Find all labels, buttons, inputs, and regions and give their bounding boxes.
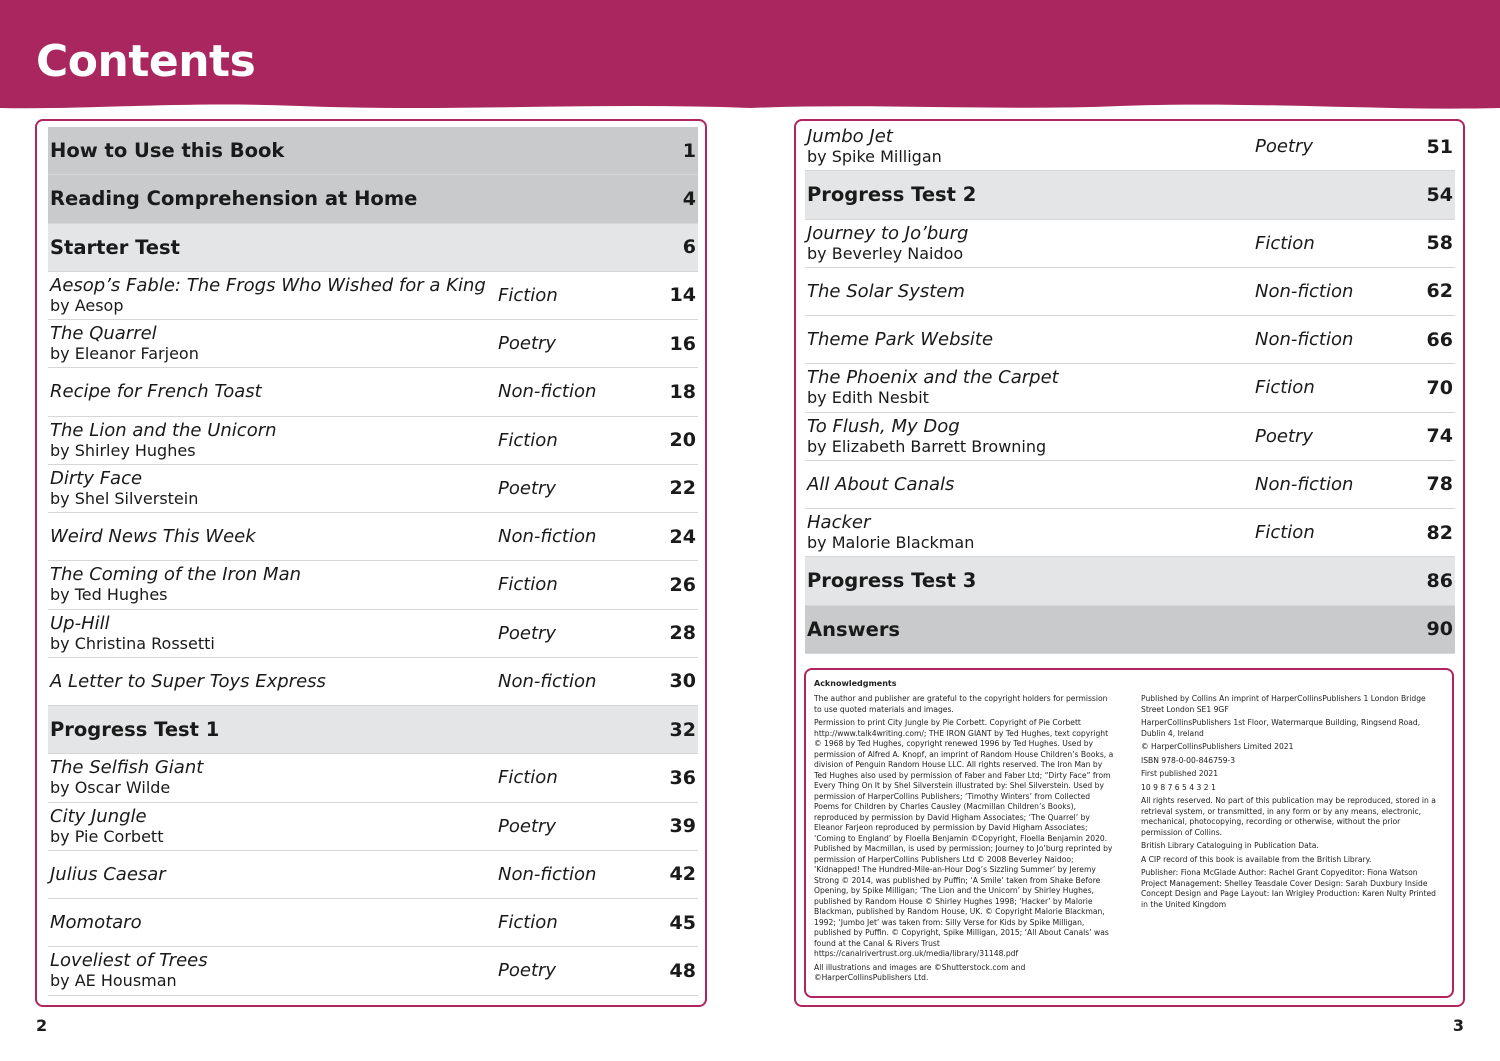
- page-number: 1: [682, 139, 696, 162]
- entry-title-block: [50, 513, 490, 560]
- contents-entry-row: [805, 413, 1455, 461]
- acknowledgments-column-1: [814, 694, 1114, 987]
- contents-entry-row: [48, 465, 698, 513]
- entry-title-block: [50, 851, 490, 898]
- contents-entry-row: [48, 899, 698, 947]
- entry-genre: Non-fiction: [498, 381, 597, 403]
- section-title: Reading Comprehension at Home: [50, 187, 418, 211]
- entry-genre: Non-fiction: [1255, 473, 1354, 495]
- page-number: 90: [1426, 618, 1453, 641]
- page-number: 45: [669, 911, 696, 934]
- section-title: How to Use this Book: [50, 139, 285, 163]
- entry-author: by Eleanor Farjeon: [50, 344, 199, 364]
- page-number: 78: [1426, 473, 1453, 496]
- page-number: 32: [669, 718, 696, 741]
- entry-title-block: [807, 316, 1247, 363]
- entry-author: by Shel Silverstein: [50, 488, 199, 508]
- entry-title-block: [807, 461, 1247, 508]
- acknowledgment-paragraph: HarperCollinsPublishers 1st Floor, Watermarque Building, Ringsend Road, Dublin 4, Ireland: [1141, 718, 1421, 738]
- page-title: Contents: [36, 36, 256, 87]
- entry-genre: Fiction: [1255, 522, 1315, 544]
- contents-entry-row: [48, 947, 698, 995]
- entry-title: A Letter to Super Toys Express: [50, 670, 326, 692]
- entry-title: Weird News This Week: [50, 526, 256, 548]
- entry-author: by Malorie Blackman: [807, 533, 975, 553]
- page-number: 16: [669, 332, 696, 355]
- entry-title: The Quarrel: [50, 323, 157, 345]
- acknowledgment-paragraph: Published by Collins An imprint of HarperCollinsPublishers 1 London Bridge Street London SE1 9GF: [1141, 694, 1426, 714]
- entry-genre: Poetry: [498, 333, 557, 355]
- page-number: 82: [1426, 521, 1453, 544]
- entry-author: by Christina Rossetti: [50, 633, 215, 653]
- entry-title-block: [50, 899, 490, 946]
- entry-title-block: [807, 364, 1247, 411]
- page-number: 30: [669, 670, 696, 693]
- entry-author: by Ted Hughes: [50, 585, 168, 605]
- entry-genre: Fiction: [498, 767, 558, 789]
- entry-title-block: [50, 947, 490, 994]
- entry-title: Up-Hill: [50, 612, 110, 634]
- contents-entry-row: [805, 268, 1455, 316]
- page-number: 54: [1426, 183, 1453, 206]
- contents-entry-row: [48, 754, 698, 802]
- acknowledgment-paragraph: © HarperCollinsPublishers Limited 2021: [1141, 742, 1294, 751]
- acknowledgments-column-2: [1141, 694, 1441, 913]
- page-number: 28: [669, 622, 696, 645]
- entry-author: by Edith Nesbit: [807, 388, 929, 408]
- contents-panel-left: [35, 119, 707, 1007]
- page-number: 24: [669, 525, 696, 548]
- entry-genre: Poetry: [1255, 425, 1314, 447]
- entry-author: by Oscar Wilde: [50, 778, 171, 798]
- page-number: 42: [669, 863, 696, 886]
- contents-section-row: [805, 557, 1455, 605]
- entry-genre: Fiction: [498, 429, 558, 451]
- contents-entry-row: [805, 461, 1455, 509]
- acknowledgments-box: [804, 668, 1454, 998]
- page-number: 58: [1426, 232, 1453, 255]
- page-number: 39: [669, 815, 696, 838]
- acknowledgment-paragraph: All rights reserved. No part of this publication may be reproduced, stored in a retrieval system, or transmitted, in any form or by any means, electronic, mechanical, photocopying, recording or otherwise, without the prior permission of Collins.: [1141, 796, 1436, 837]
- entry-title-block: [807, 123, 1247, 170]
- acknowledgment-paragraph: The author and publisher are grateful to the copyright holders for permission to use quoted materials and images.: [814, 694, 1108, 714]
- acknowledgment-paragraph: British Library Cataloguing in Publication Data.: [1141, 841, 1319, 850]
- contents-entry-row: [48, 658, 698, 706]
- page-number: 26: [669, 573, 696, 596]
- page-number: 48: [669, 959, 696, 982]
- page-number: 22: [669, 477, 696, 500]
- entry-title: Loveliest of Trees: [50, 950, 208, 972]
- page-number: 20: [669, 429, 696, 452]
- entry-genre: Fiction: [1255, 232, 1315, 254]
- entry-genre: Non-fiction: [498, 526, 597, 548]
- entry-title-block: [50, 610, 490, 657]
- page-number: 51: [1426, 135, 1453, 158]
- entry-title: Aesop’s Fable: The Frogs Who Wished for a King: [50, 274, 486, 296]
- contents-entry-row: [48, 561, 698, 609]
- section-title: Starter Test: [50, 235, 180, 259]
- entry-title-block: [50, 658, 490, 705]
- entry-title-block: [50, 272, 490, 319]
- contents-entry-row: [805, 123, 1455, 171]
- page-number-right: 3: [1452, 1016, 1464, 1035]
- page-number: 70: [1426, 376, 1453, 399]
- page-number: 18: [669, 380, 696, 403]
- entry-genre: Poetry: [498, 622, 557, 644]
- entry-title: Recipe for French Toast: [50, 381, 262, 403]
- entry-title-block: [50, 561, 490, 608]
- contents-entry-row: [48, 513, 698, 561]
- page-number: 4: [682, 187, 696, 210]
- entry-title-block: [807, 220, 1247, 267]
- entry-author: by Spike Milligan: [807, 147, 942, 167]
- page-number: 62: [1426, 280, 1453, 303]
- acknowledgment-paragraph: A CIP record of this book is available from the British Library.: [1141, 854, 1372, 864]
- entry-genre: Non-fiction: [1255, 280, 1354, 302]
- page-number: 74: [1426, 425, 1453, 448]
- entry-genre: Poetry: [498, 960, 557, 982]
- entry-title-block: [50, 417, 490, 464]
- section-title: Progress Test 3: [807, 569, 977, 593]
- contents-section-row: [805, 606, 1455, 654]
- contents-entry-row: [48, 272, 698, 320]
- contents-section-row: [48, 224, 698, 272]
- entry-title: All About Canals: [807, 473, 955, 495]
- entry-title-block: [807, 413, 1247, 460]
- section-title: Progress Test 2: [807, 183, 977, 207]
- acknowledgment-paragraph: All illustrations and images are ©Shutterstock.com and ©HarperCollinsPublishers Ltd.: [814, 962, 1026, 982]
- entry-author: by Shirley Hughes: [50, 440, 196, 460]
- contents-entry-row: [805, 220, 1455, 268]
- page-number: 66: [1426, 328, 1453, 351]
- entry-title: Theme Park Website: [807, 329, 994, 351]
- acknowledgment-paragraph: First published 2021: [1141, 769, 1219, 778]
- contents-entry-row: [805, 509, 1455, 557]
- entry-author: by Pie Corbett: [50, 826, 164, 846]
- entry-title: Journey to Jo’burg: [807, 222, 969, 244]
- entry-title: Hacker: [807, 512, 871, 534]
- entry-genre: Fiction: [1255, 377, 1315, 399]
- page-number: 6: [682, 236, 696, 259]
- entry-title-block: [50, 320, 490, 367]
- entry-genre: Non-fiction: [1255, 329, 1354, 351]
- acknowledgment-paragraph: Publisher: Fiona McGlade Author: Rachel Grant Copyeditor: Fiona Watson Project Management: Shelley Teasdale Cover Design: Sarah Duxbury Inside Concept Design and Page Layout: Ian Wrigley Production: Karen Nulty Printed in the United Kingdom: [1141, 868, 1436, 909]
- contents-list-left: [48, 127, 698, 996]
- contents-section-row: [48, 127, 698, 175]
- page-number: 86: [1426, 569, 1453, 592]
- entry-title: Jumbo Jet: [807, 126, 893, 148]
- acknowledgment-paragraph: ISBN 978-0-00-846759-3: [1141, 755, 1236, 765]
- entry-title-block: [807, 268, 1247, 315]
- entry-title-block: [50, 465, 490, 512]
- acknowledgment-paragraph: 10 9 8 7 6 5 4 3 2 1: [1141, 782, 1216, 792]
- page-number: 36: [669, 766, 696, 789]
- entry-genre: Non-fiction: [498, 670, 597, 692]
- entry-title: The Coming of the Iron Man: [50, 564, 302, 586]
- section-title: Answers: [807, 617, 901, 641]
- section-title: Progress Test 1: [50, 718, 220, 742]
- page-number-left: 2: [36, 1016, 48, 1035]
- entry-author: by Elizabeth Barrett Browning: [807, 436, 1047, 456]
- entry-title: The Selfish Giant: [50, 757, 204, 779]
- contents-section-row: [48, 175, 698, 223]
- contents-entry-row: [805, 316, 1455, 364]
- page-number: 14: [669, 284, 696, 307]
- entry-title-block: [807, 509, 1247, 556]
- entry-genre: Fiction: [498, 912, 558, 934]
- entry-author: by AE Housman: [50, 971, 177, 991]
- contents-entry-row: [48, 368, 698, 416]
- contents-entry-row: [805, 364, 1455, 412]
- entry-title: The Phoenix and the Carpet: [807, 367, 1059, 389]
- entry-title: Dirty Face: [50, 467, 143, 489]
- entry-title-block: [50, 368, 490, 415]
- entry-title: To Flush, My Dog: [807, 415, 960, 437]
- entry-title: The Lion and the Unicorn: [50, 419, 277, 441]
- entry-title-block: [50, 754, 490, 801]
- entry-title: City Jungle: [50, 805, 147, 827]
- entry-genre: Poetry: [1255, 136, 1314, 158]
- entry-title: The Solar System: [807, 280, 965, 302]
- acknowledgment-paragraph: Permission to print City Jungle by Pie Corbett. Copyright of Pie Corbett http://www.talk4writing.com/; THE IRON GIANT by Ted Hughes, text copyright © 1968 by Ted Hughes, copyright renewed 1996 by Ted Hughes. Used by permission of Alfred A. Knopf, an imprint of Random House Children’s Books, a division of Penguin Random House LLC. All rights reserved. The Iron Man by Ted Hughes also used by permission of Faber and Faber Ltd; “Dirty Face” from Every Thing On It by Shel Silverstein illustrated by: Shel Silverstein. Used by permission of HarperCollins Publishers; ‘Timothy Winters’ from Collected Poems for Children by Charles Causley (Macmillan Children’s Books), reproduced by permission by David Higham Associates; ‘The Quarrel’ by Eleanor Farjeon reproduced by permission by David Higham Associates; ‘Coming to England’ by Floella Benjamin ©Copyright, Floella Benjamin 2020. Published by Macmillan, is used by permission; Journey to Jo’burg reprinted by permission of HarperCollins Publishers Ltd © 2008 Beverley Naidoo; ‘Kidnapped! The Hundred-Mile-an-Hour Dog’s Sizzling Summer’ by Jeremy Strong © 2014, was published by Puffin; ‘A Smile’ taken from Shake Before Opening, by Spike Milligan; ‘The Lion and the Unicorn’ by Shirley Hughes, published by Random House © Shirley Hughes 1998; ‘Hacker’ by Malorie Blackman, published by Random House, UK. © Copyright Malorie Blackman, 1992; ‘Jumbo Jet’ was taken from: Silly Verse for Kids by Spike Milligan, published by Puffin. © Copyright, Spike Milligan, 2015; ‘All About Canals’ was found at the Canal & Rivers Trust https://canalrivertrust.org.uk/media/library/31148.pdf: [814, 718, 1114, 958]
- contents-list-right: [805, 123, 1455, 654]
- entry-author: by Aesop: [50, 295, 124, 315]
- entry-title-block: [50, 803, 490, 850]
- entry-genre: Fiction: [498, 574, 558, 596]
- contents-entry-row: [48, 851, 698, 899]
- contents-entry-row: [48, 417, 698, 465]
- contents-section-row: [805, 171, 1455, 219]
- entry-genre: Non-fiction: [498, 863, 597, 885]
- entry-title: Momotaro: [50, 912, 142, 934]
- entry-title: Julius Caesar: [50, 863, 166, 885]
- entry-genre: Poetry: [498, 815, 557, 837]
- entry-genre: Poetry: [498, 477, 557, 499]
- contents-section-row: [48, 706, 698, 754]
- contents-entry-row: [48, 320, 698, 368]
- acknowledgments-title: Acknowledgments: [814, 679, 897, 688]
- contents-entry-row: [48, 803, 698, 851]
- entry-genre: Fiction: [498, 284, 558, 306]
- contents-entry-row: [48, 610, 698, 658]
- entry-author: by Beverley Naidoo: [807, 243, 964, 263]
